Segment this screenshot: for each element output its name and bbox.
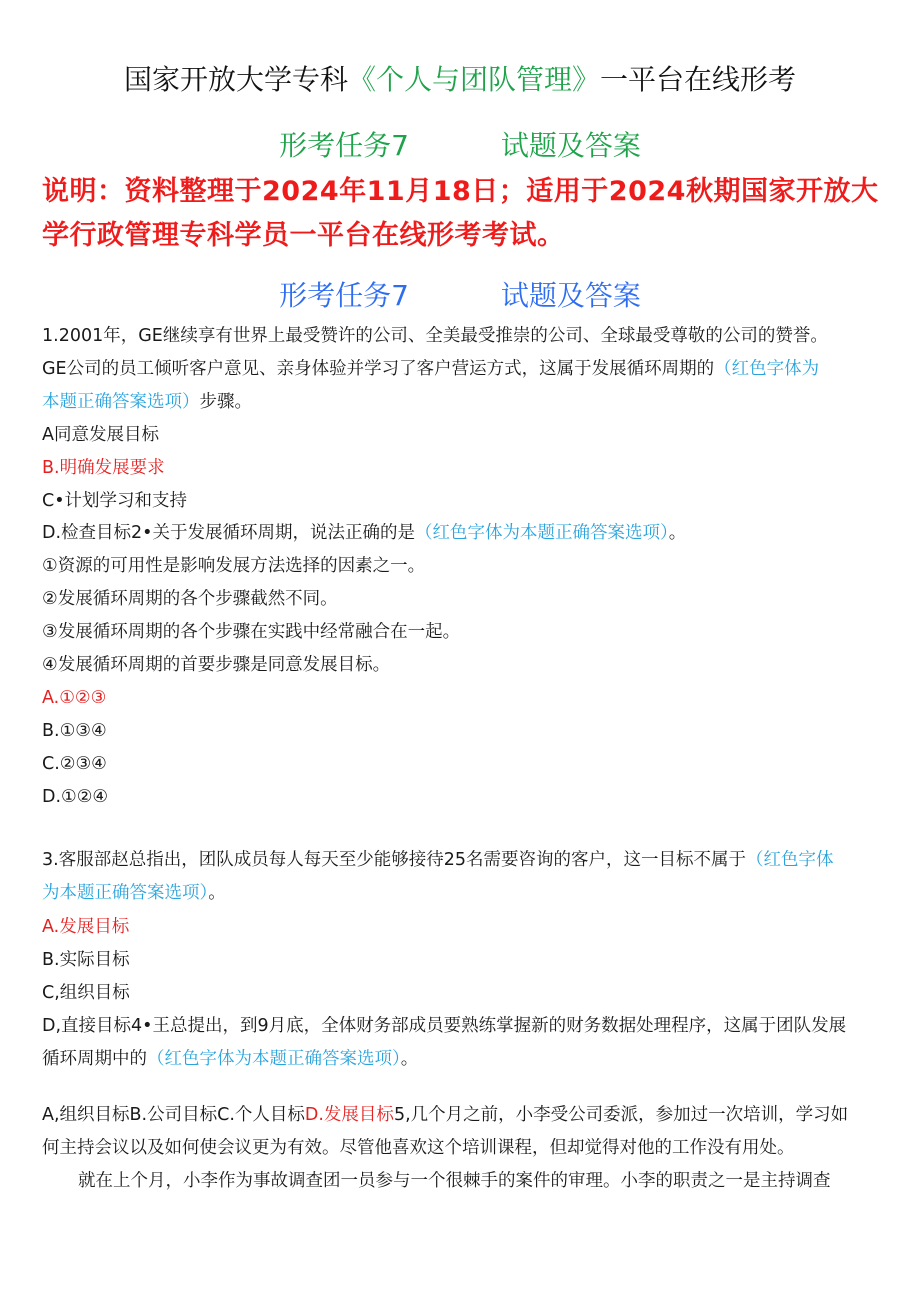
subheading-blue <box>0 276 920 316</box>
q3-option-d: D,直接目标 <box>42 1016 132 1036</box>
title-suffix: 一平台在线形考 <box>600 63 797 96</box>
q2-option-c: C.②③④ <box>42 754 107 774</box>
q1-stem-line-1: 1.2001年，GE继续享有世界上最受赞许的公司、全美最受推崇的公司、全球最受尊敬的公司的赞誉。 <box>42 326 828 346</box>
answer-hint: 为本题正确答案选项） <box>42 883 209 903</box>
q1-stem-line-2: GE公司的员工倾听客户意见、亲身体验并学习了客户营运方式，这属于发展循环周期的（红色字体为 <box>42 359 820 379</box>
red-note: 说明：资料整理于2024年11月18日；适用于2024秋期国家开放大学行政管理专科学员一平台在线形考考试。 <box>42 176 879 251</box>
q1-option-a: A同意发展目标 <box>42 425 159 445</box>
q1-option-b-correct: B.明确发展要求 <box>42 458 165 478</box>
q2-statement-1: ①资源的可用性是影响发展方法选择的因素之一。 <box>42 556 426 576</box>
q4-stem: 4•王总提出，到9月底，全体财务部成员要熟练掌握新的财务数据处理程序，这属于团队发展 <box>131 1016 847 1036</box>
q1-stem-line-3: 本题正确答案选项）步骤。 <box>42 392 252 412</box>
q4-option-d-correct: D.发展目标 <box>304 1105 394 1125</box>
q1-option-c: C•计划学习和支持 <box>42 491 188 511</box>
q1-option-d-q2-stem: D.检查目标2•关于发展循环周期，说法正确的是（红色字体为本题正确答案选项）。 <box>42 523 687 543</box>
q1-option-d: D.检查目标 <box>42 523 132 543</box>
answer-hint: （红色字体为本题正确答案选项） <box>147 1049 401 1069</box>
answer-hint: （红色字体为 <box>714 359 820 379</box>
q5-text-line-2: 何主持会议以及如何使会议更为有效。尽管他喜欢这个培训课程，但却觉得对他的工作没有用处。 <box>42 1138 795 1158</box>
answer-hint: （红色字体 <box>745 850 834 870</box>
q5-text-line-3: 就在上个月，小李作为事故调查团一员参与一个很棘手的案件的审理。小李的职责之一是主持调查 <box>78 1171 831 1191</box>
q2-option-a-correct: A.①②③ <box>42 688 107 708</box>
q5-stem: 5,几个月之前，小李受公司委派，参加过一次培训，学习如 <box>393 1105 849 1125</box>
subheading-green <box>0 126 920 166</box>
q2-stem: 2•关于发展循环周期，说法正确的是 <box>131 523 416 543</box>
q2-statement-2: ②发展循环周期的各个步骤截然不同。 <box>42 589 338 609</box>
q3-option-a-correct: A.发展目标 <box>42 917 130 937</box>
q4-stem-line-2: 循环周期中的（红色字体为本题正确答案选项）。 <box>42 1049 419 1069</box>
title-prefix: 国家开放大学专科 <box>123 63 348 96</box>
q2-statement-4: ④发展循环周期的首要步骤是同意发展目标。 <box>42 655 391 675</box>
q3-stem-line-2: 为本题正确答案选项）。 <box>42 883 226 903</box>
subheading-task: 形考任务7 <box>279 279 409 312</box>
q4-options-q5-stem <box>42 1099 892 1132</box>
title-course: 《个人与团队管理》 <box>347 63 600 96</box>
q3-stem-line-1: 3.客服部赵总指出，团队成员每人每天至少能够接待25名需要咨询的客户，这一目标不属于（红色字体 <box>42 850 834 870</box>
subheading-task: 形考任务7 <box>279 129 409 162</box>
answer-hint: （红色字体为本题正确答案选项） <box>415 523 669 543</box>
q2-option-d: D.①②④ <box>42 787 109 807</box>
q3-option-c: C,组织目标 <box>42 983 130 1003</box>
q2-statement-3: ③发展循环周期的各个步骤在实践中经常融合在一起。 <box>42 622 461 642</box>
q3-option-b: B.实际目标 <box>42 950 130 970</box>
q2-option-b: B.①③④ <box>42 721 107 741</box>
answer-hint: 本题正确答案选项） <box>42 392 200 412</box>
q3-option-d-q4-stem <box>42 1010 892 1043</box>
document-title <box>0 58 920 102</box>
q4-options: A,组织目标B.公司目标C.个人目标 <box>42 1105 305 1125</box>
subheading-answers: 试题及答案 <box>500 279 641 312</box>
subheading-answers: 试题及答案 <box>500 129 641 162</box>
